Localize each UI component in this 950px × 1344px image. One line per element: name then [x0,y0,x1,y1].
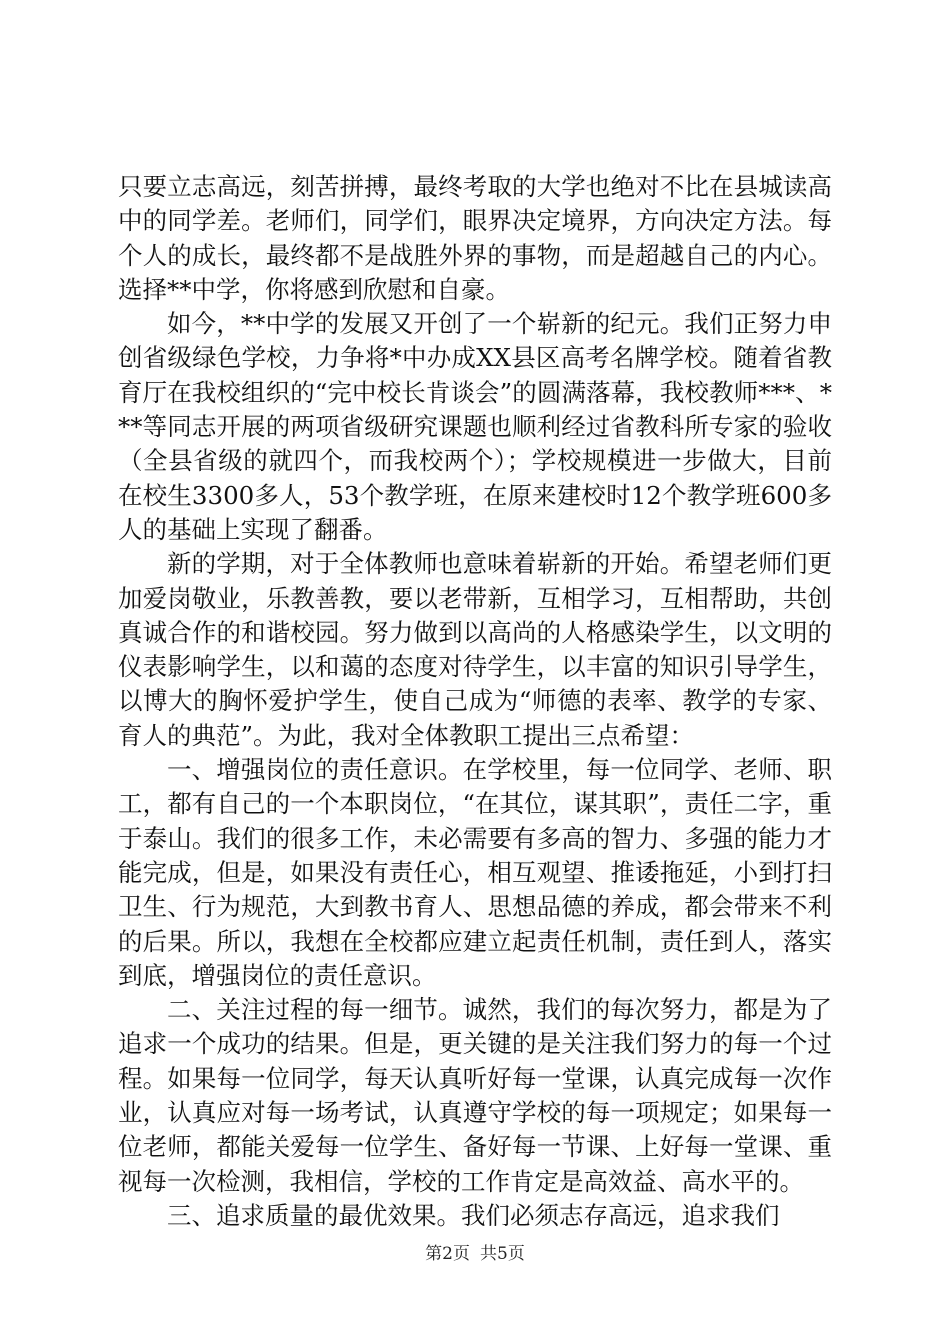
page-footer [0,1243,950,1265]
paragraph-3: 新的学期，对于全体教师也意味着崭新的开始。希望老师们更加爱岗敬业，乐教善教，要以老带新，互相学习，互相帮助，共创真诚合作的和谐校园。努力做到以高尚的人格感染学生，以文明的仪表影响学生，以和蔼的态度对待学生，以丰富的知识引导学生，以博大的胸怀爱护学生，使自己成为“师德的表率、教学的专家、育人的典范”。为此，我对全体教职工提出三点希望： [118,549,832,750]
paragraph-1: 只要立志高远，刻苦拼搏，最终考取的大学也绝对不比在县城读高中的同学差。老师们，同学们，眼界决定境界，方向决定方法。每个人的成长，最终都不是战胜外界的事物，而是超越自己的内心。选择**中学，你将感到欣慰和自豪。 [118,172,832,304]
page-total: 共5页 [480,1244,525,1264]
paragraph-2: 如今，**中学的发展又开创了一个崭新的纪元。我们正努力申创省级绿色学校，力争将*中办成XX县区高考名牌学校。随着省教育厅在我校组织的“完中校长肯谈会”的圆满落幕，我校教师***、***等同志开展的两项省级研究课题也顺利经过省教科所专家的验收（全县省级的就四个，而我校两个）；学校规模进一步做大，目前在校生3300多人，53个教学班，在原来建校时12个教学班600多人的基础上实现了翻番。 [118,309,832,544]
paragraph-6: 三、追求质量的最优效果。我们必须志存高远，追求我们 [167,1200,780,1230]
page-number: 第2页 [425,1244,470,1264]
document-body [118,170,832,1233]
paragraph-4: 一、增强岗位的责任意识。在学校里，每一位同学、老师、职工，都有自己的一个本职岗位，“在其位，谋其职”，责任二字，重于泰山。我们的很多工作，未必需要有多高的智力、多强的能力才能完成，但是，如果没有责任心，相互观望、推诿拖延，小到打扫卫生、行为规范，大到教书育人、思想品德的养成，都会带来不利的后果。所以，我想在全校都应建立起责任机制，责任到人，落实到底，增强岗位的责任意识。 [118,755,832,990]
paragraph-5: 二、关注过程的每一细节。诚然，我们的每次努力，都是为了追求一个成功的结果。但是，更关键的是关注我们努力的每一个过程。如果每一位同学，每天认真听好每一堂课，认真完成每一次作业，认真应对每一场考试，认真遵守学校的每一项规定；如果每一位老师，都能关爱每一位学生、备好每一节课、上好每一堂课、重视每一次检测，我相信，学校的工作肯定是高效益、高水平的。 [118,995,832,1196]
